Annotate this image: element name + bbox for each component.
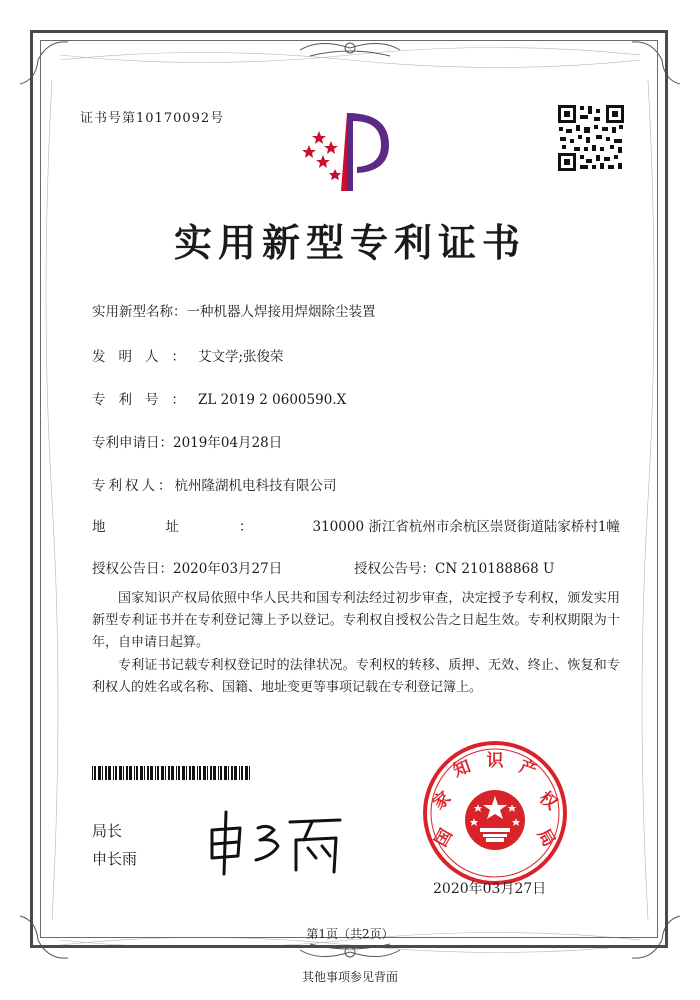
patent-number-row <box>92 388 346 408</box>
filing-date-label: 专利申请日： <box>92 435 173 451</box>
patentee-row <box>92 474 337 494</box>
director-title: 局长 <box>92 822 123 840</box>
utility-model-name-row <box>92 300 376 320</box>
inventor-label: 发明人： <box>92 349 198 365</box>
inventor-row <box>92 345 284 365</box>
patent-number-label: 专利号： <box>92 392 198 408</box>
filing-date-row <box>92 431 282 451</box>
grant-date-row <box>92 557 282 577</box>
address-row <box>92 515 620 535</box>
patentee-value: 杭州隆湖机电科技有限公司 <box>174 478 337 494</box>
svg-text:家: 家 <box>429 787 455 815</box>
filing-date-value: 2019年04月28日 <box>173 435 283 451</box>
patent-office-logo-icon <box>295 103 405 195</box>
grant-number-row <box>354 557 554 577</box>
certificate-number: 证书号第10170092号 <box>80 111 225 126</box>
svg-text:国: 国 <box>431 825 457 851</box>
svg-text:识: 识 <box>486 751 504 771</box>
footer-note: 其他事项参见背面 <box>301 970 398 984</box>
utility-model-name-value: 一种机器人焊接用焊烟除尘装置 <box>186 304 376 320</box>
svg-text:产: 产 <box>516 756 540 782</box>
grant-date-value: 2020年03月27日 <box>173 561 283 577</box>
grant-number-label: 授权公告号： <box>354 561 435 577</box>
utility-model-name-label: 实用新型名称： <box>92 304 187 320</box>
director-name: 申长雨 <box>92 850 138 868</box>
official-seal <box>420 738 570 888</box>
certificate-paragraph-1: 国家知识产权局依照中华人民共和国专利法经过初步审查，决定授予专利权，颁发实用新型专利证书并在专利登记簿上予以登记。专利权自授权公告之日起生效。专利权期限为十年，自申请日起算。 <box>92 591 620 650</box>
director-signature <box>200 800 350 880</box>
certificate-title: 实用新型专利证书 <box>173 220 526 265</box>
seal-date: 2020年03月27日 <box>433 881 547 897</box>
svg-text:局: 局 <box>533 825 559 851</box>
address-value: 310000 浙江省杭州市余杭区崇贤街道陆家桥村1幢 <box>312 519 620 535</box>
patent-number-value: ZL 2019 2 0600590.X <box>198 392 347 408</box>
qr-code-icon <box>556 103 626 173</box>
svg-text:知: 知 <box>450 756 474 782</box>
barcode-icon <box>92 766 252 780</box>
inventor-value: 艾文学;张俊荣 <box>198 349 284 365</box>
patentee-label: 专利权人： <box>92 478 175 494</box>
svg-text:权: 权 <box>535 787 561 815</box>
address-label: 地址： <box>92 519 313 535</box>
grant-date-label: 授权公告日： <box>92 561 173 577</box>
grant-number-value: CN 210188868 U <box>435 561 555 577</box>
certificate-paragraph-2: 专利证书记载专利权登记时的法律状况。专利权的转移、质押、无效、终止、恢复和专利权人的姓名或名称、国籍、地址变更等事项记载在专利登记簿上。 <box>92 658 620 695</box>
page-number: 第1页（共2页） <box>306 927 394 941</box>
